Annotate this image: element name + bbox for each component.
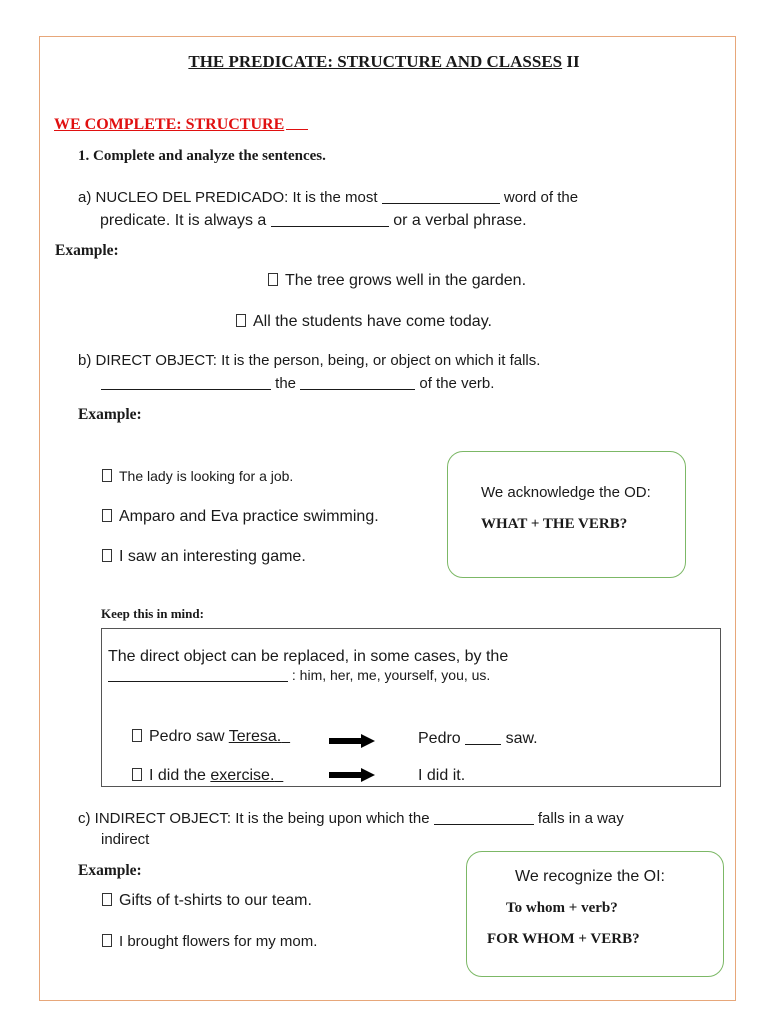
example-a-1: The tree grows well in the garden. xyxy=(268,272,526,290)
oi-callout-line3: FOR WHOM + VERB? xyxy=(487,931,640,947)
missing-bullet-icon xyxy=(132,729,142,742)
fill-blank[interactable] xyxy=(300,374,415,390)
oi-callout-line1: We recognize the OI: xyxy=(515,868,665,885)
instruction: 1. Complete and analyze the sentences. xyxy=(78,148,326,164)
example-b-3: I saw an interesting game. xyxy=(102,548,306,566)
keep-row1-right: Pedro saw. xyxy=(418,730,538,747)
part-c-line2: indirect xyxy=(101,831,150,848)
example-label: Example: xyxy=(55,242,119,259)
fill-blank[interactable] xyxy=(465,728,501,745)
missing-bullet-icon xyxy=(102,934,112,947)
od-callout-line2: WHAT + THE VERB? xyxy=(481,516,628,532)
missing-bullet-icon xyxy=(102,469,112,482)
keep-row1-left: Pedro saw Teresa. xyxy=(132,728,290,746)
missing-bullet-icon xyxy=(102,549,112,562)
fill-blank[interactable] xyxy=(382,188,500,204)
keep-row2-right: I did it. xyxy=(418,767,466,784)
part-c-line1: c) INDIRECT OBJECT: It is the being upon which the falls in a way xyxy=(78,810,624,827)
example-b-1: The lady is looking for a job. xyxy=(102,468,293,484)
page-title: THE PREDICATE: STRUCTURE AND CLASSES II xyxy=(188,52,580,71)
example-a-2: All the students have come today. xyxy=(236,313,492,331)
example-label: Example: xyxy=(78,862,142,879)
fill-blank[interactable] xyxy=(101,374,271,390)
missing-bullet-icon xyxy=(268,273,278,286)
part-a-line2: predicate. It is always a or a verbal phrase. xyxy=(100,212,527,229)
missing-bullet-icon xyxy=(236,314,246,327)
keep-box-line2: : him, her, me, yourself, you, us. xyxy=(108,667,490,683)
od-callout-box xyxy=(447,451,686,578)
keep-box-line1: The direct object can be replaced, in some cases, by the xyxy=(108,648,509,665)
part-b-line2: the of the verb. xyxy=(101,374,494,392)
fill-blank[interactable] xyxy=(271,210,389,227)
example-label: Example: xyxy=(78,406,142,423)
fill-blank[interactable] xyxy=(434,809,534,825)
missing-bullet-icon xyxy=(102,893,112,906)
oi-callout-line2: To whom + verb? xyxy=(506,900,618,916)
arrow-right-icon xyxy=(329,768,375,782)
part-a-line1: a) NUCLEO DEL PREDICADO: It is the most word of the xyxy=(78,189,579,206)
fill-blank[interactable] xyxy=(108,667,288,682)
arrow-right-icon xyxy=(329,734,375,748)
od-callout-line1: We acknowledge the OD: xyxy=(481,484,651,501)
keep-row2-left: I did the exercise. xyxy=(132,767,283,785)
example-c-1: Gifts of t-shirts to our team. xyxy=(102,892,312,910)
keep-in-mind-label: Keep this in mind: xyxy=(101,606,204,621)
missing-bullet-icon xyxy=(132,768,142,781)
section-heading: WE COMPLETE: STRUCTURE xyxy=(54,116,308,134)
example-c-2: I brought flowers for my mom. xyxy=(102,933,317,950)
example-b-2: Amparo and Eva practice swimming. xyxy=(102,508,379,526)
part-b-line1: b) DIRECT OBJECT: It is the person, being, or object on which it falls. xyxy=(78,352,541,369)
missing-bullet-icon xyxy=(102,509,112,522)
